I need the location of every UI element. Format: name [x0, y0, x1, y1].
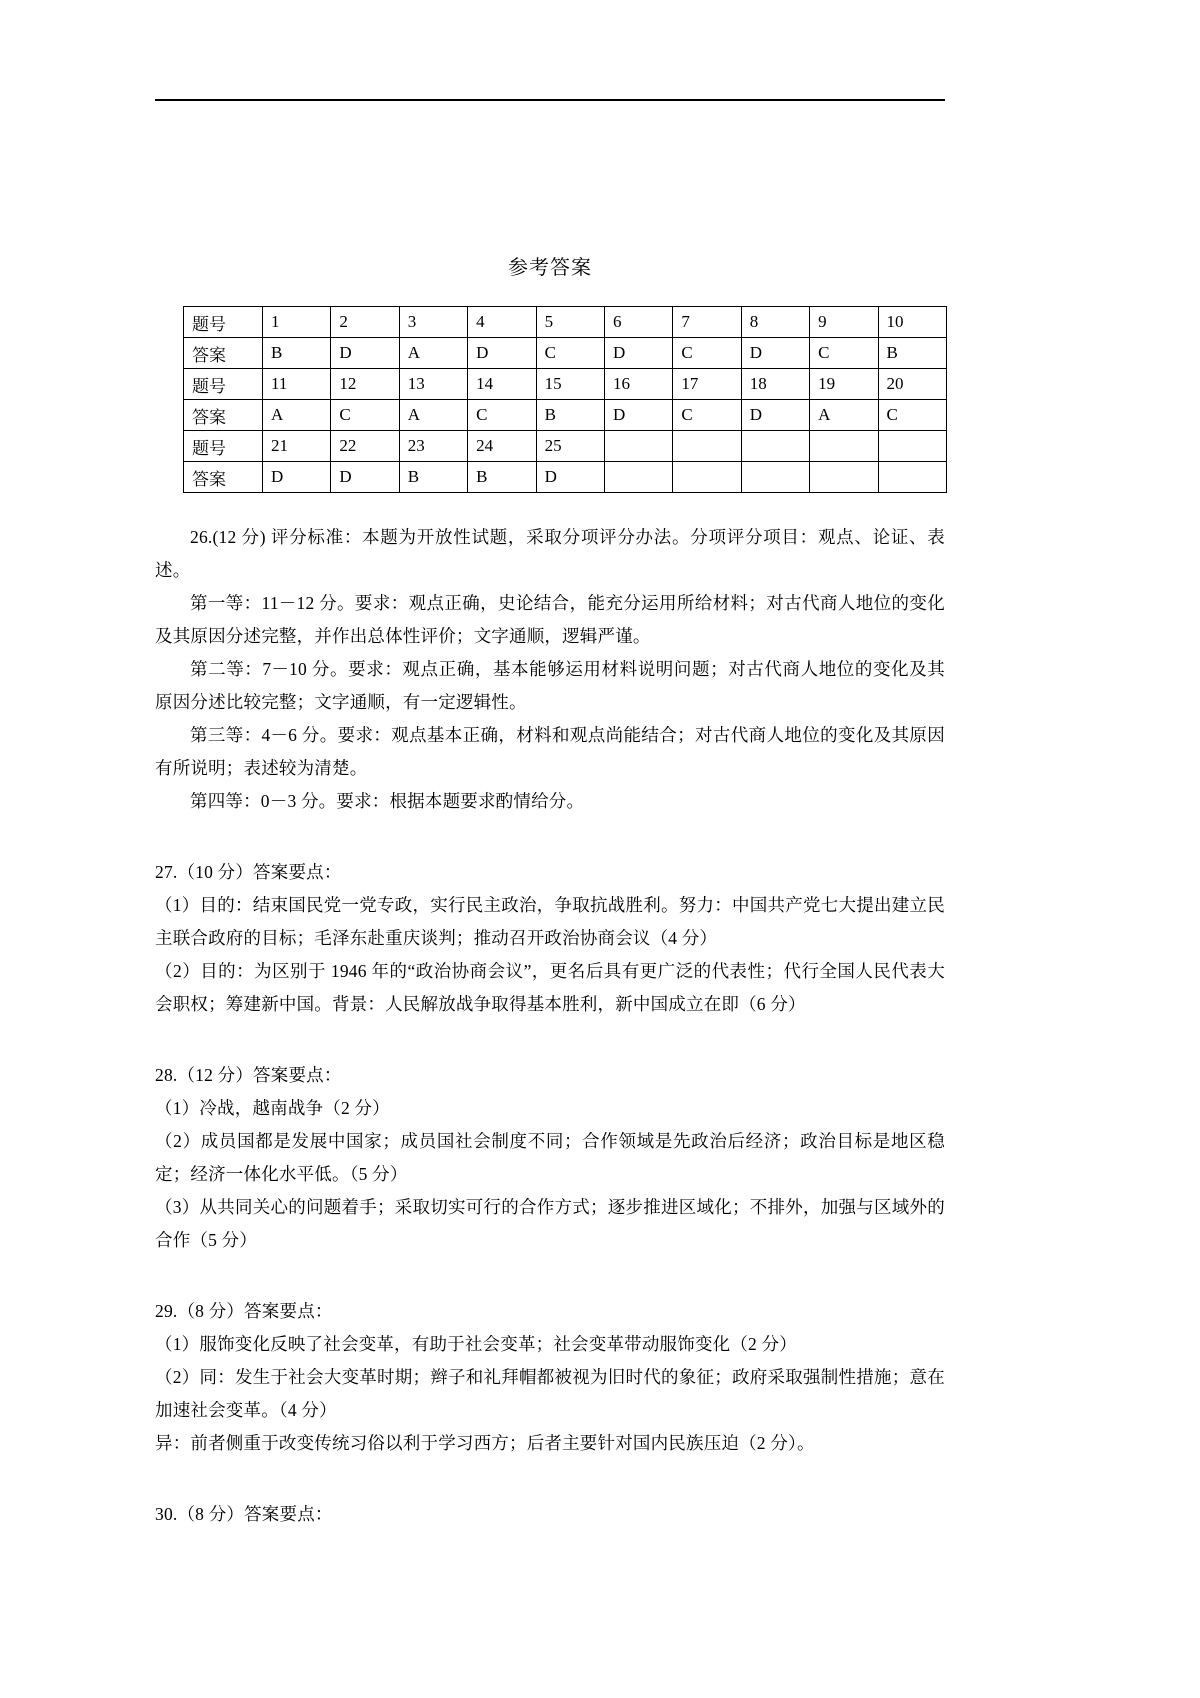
paragraph: 第二等：7－10 分。要求：观点正确，基本能够运用材料说明问题；对古代商人地位的变化及其原因分述比较完整；文字通顺，有一定逻辑性。 — [155, 659, 945, 712]
answer-table-row — [184, 431, 947, 462]
answer-cell: D — [536, 462, 604, 493]
answer-cell: 25 — [536, 431, 604, 462]
answer-table-row — [184, 369, 947, 400]
answer-text-content — [155, 521, 945, 1531]
answer-table-row — [184, 462, 947, 493]
row-header-cell: 题号 — [184, 307, 263, 338]
header-rule — [155, 99, 945, 101]
paragraph: （1）冷战，越南战争（2 分） — [155, 1098, 390, 1118]
answer-cell: 8 — [741, 307, 809, 338]
answer-cell — [673, 462, 741, 493]
answer-table — [183, 306, 947, 493]
answer-cell: D — [741, 400, 809, 431]
paragraph: 27.（10 分）答案要点： — [155, 862, 342, 882]
answer-cell: D — [331, 462, 399, 493]
answer-table-body — [184, 307, 947, 493]
answer-cell: 13 — [399, 369, 467, 400]
answer-cell: 4 — [468, 307, 536, 338]
answer-cell: B — [263, 338, 331, 369]
answer-cell — [604, 431, 672, 462]
answer-cell: 15 — [536, 369, 604, 400]
row-header-cell: 题号 — [184, 369, 263, 400]
paragraph: 第三等：4－6 分。要求：观点基本正确，材料和观点尚能结合；对古代商人地位的变化及其原因有所说明；表述较为清楚。 — [155, 725, 945, 778]
answer-cell: 21 — [263, 431, 331, 462]
answer-cell: D — [263, 462, 331, 493]
answer-cell: 18 — [741, 369, 809, 400]
row-header-cell: 答案 — [184, 400, 263, 431]
paragraph: 异：前者侧重于改变传统习俗以利于学习西方；后者主要针对国内民族压迫（2 分）。 — [155, 1433, 815, 1453]
paragraph: （1）服饰变化反映了社会变革，有助于社会变革；社会变革带动服饰变化（2 分） — [155, 1334, 797, 1354]
answer-cell: 24 — [468, 431, 536, 462]
answer-cell — [741, 431, 809, 462]
answer-cell — [604, 462, 672, 493]
answer-cell — [673, 431, 741, 462]
answer-cell: 11 — [263, 369, 331, 400]
answer-cell: 1 — [263, 307, 331, 338]
answer-cell: D — [331, 338, 399, 369]
answer-cell: C — [878, 400, 946, 431]
paragraph: 28.（12 分）答案要点： — [155, 1065, 342, 1085]
answer-cell — [810, 431, 878, 462]
answer-cell — [878, 431, 946, 462]
answer-cell: 22 — [331, 431, 399, 462]
page-content-area — [155, 99, 945, 1531]
row-header-cell: 答案 — [184, 462, 263, 493]
answer-cell — [810, 462, 878, 493]
answer-cell: 2 — [331, 307, 399, 338]
answer-cell: B — [468, 462, 536, 493]
answer-cell: 19 — [810, 369, 878, 400]
answer-cell: C — [810, 338, 878, 369]
paragraph: （2）同：发生于社会大变革时期；辫子和礼拜帽都被视为旧时代的象征；政府采取强制性措施；意在加速社会变革。（4 分） — [155, 1367, 945, 1420]
paragraph: （2）目的：为区别于 1946 年的“政治协商会议”，更名后具有更广泛的代表性；代行全国人民代表大会职权；筹建新中国。背景：人民解放战争取得基本胜利，新中国成立在即（6 分） — [155, 961, 945, 1014]
paragraph: 第四等：0－3 分。要求：根据本题要求酌情给分。 — [190, 791, 585, 811]
answer-cell: C — [673, 400, 741, 431]
row-header-cell: 题号 — [184, 431, 263, 462]
page-title: 参考答案 — [508, 257, 592, 279]
paragraph: （3）从共同关心的问题着手；采取切实可行的合作方式；逐步推进区域化；不排外，加强与区域外的合作（5 分） — [155, 1197, 945, 1250]
answer-cell: C — [673, 338, 741, 369]
answer-cell: A — [810, 400, 878, 431]
answer-cell: 6 — [604, 307, 672, 338]
paragraph: （2）成员国都是发展中国家；成员国社会制度不同；合作领域是先政治后经济；政治目标是地区稳定；经济一体化水平低。（5 分） — [155, 1131, 945, 1184]
paragraph: 26.(12 分) 评分标准：本题为开放性试题，采取分项评分办法。分项评分项目：观点、论证、表述。 — [155, 527, 945, 580]
answer-table-row — [184, 400, 947, 431]
answer-cell: 17 — [673, 369, 741, 400]
answer-cell — [878, 462, 946, 493]
paragraph: 29.（8 分）答案要点： — [155, 1301, 333, 1321]
answer-cell: A — [399, 400, 467, 431]
answer-cell: 3 — [399, 307, 467, 338]
answer-cell: 23 — [399, 431, 467, 462]
answer-cell: B — [878, 338, 946, 369]
answer-cell: 12 — [331, 369, 399, 400]
answer-cell — [741, 462, 809, 493]
answer-cell: D — [468, 338, 536, 369]
answer-table-row — [184, 307, 947, 338]
answer-cell: B — [536, 400, 604, 431]
answer-table-row — [184, 338, 947, 369]
answer-cell: C — [331, 400, 399, 431]
answer-cell: A — [399, 338, 467, 369]
paragraph: （1）目的：结束国民党一党专政，实行民主政治，争取抗战胜利。努力：中国共产党七大提出建立民主联合政府的目标；毛泽东赴重庆谈判；推动召开政治协商会议（4 分） — [155, 895, 945, 948]
answer-cell: D — [604, 338, 672, 369]
row-header-cell: 答案 — [184, 338, 263, 369]
answer-cell: 16 — [604, 369, 672, 400]
answer-cell: 14 — [468, 369, 536, 400]
answer-cell: C — [536, 338, 604, 369]
answer-cell: 20 — [878, 369, 946, 400]
answer-cell: D — [741, 338, 809, 369]
answer-cell: D — [604, 400, 672, 431]
paragraph: 第一等：11－12 分。要求：观点正确，史论结合，能充分运用所给材料；对古代商人地位的变化及其原因分述完整，并作出总体性评价；文字通顺，逻辑严谨。 — [155, 593, 945, 646]
answer-cell: 10 — [878, 307, 946, 338]
answer-cell: B — [399, 462, 467, 493]
answer-cell: C — [468, 400, 536, 431]
answer-cell: 7 — [673, 307, 741, 338]
answer-cell: A — [263, 400, 331, 431]
paragraph: 30.（8 分）答案要点： — [155, 1504, 333, 1524]
answer-cell: 5 — [536, 307, 604, 338]
answer-cell: 9 — [810, 307, 878, 338]
